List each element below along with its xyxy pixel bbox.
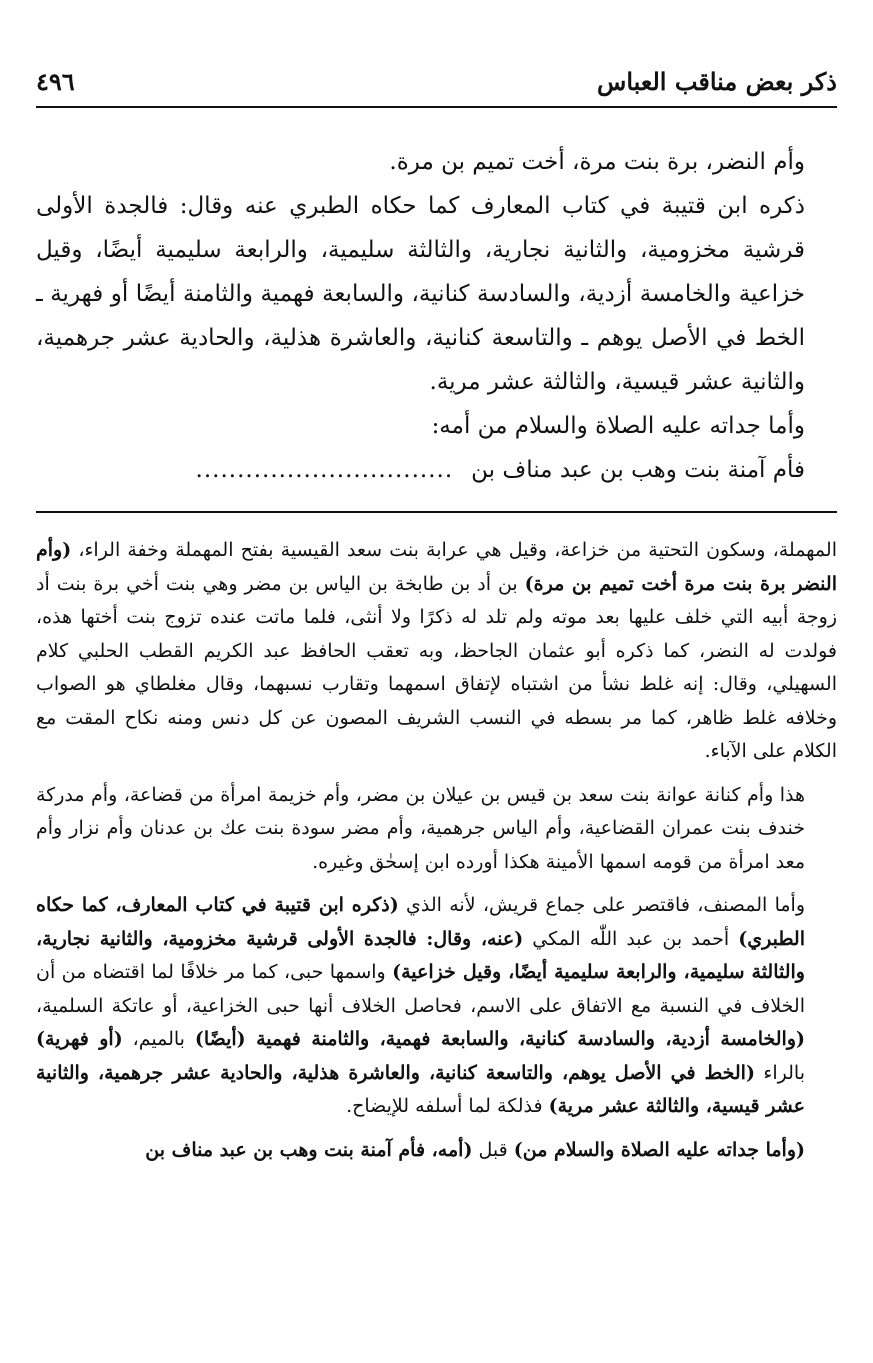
commentary-text — [36, 534, 837, 1177]
main-paragraph-4 — [36, 448, 837, 492]
text-run: أحمد بن عبد اللّٰه المكي — [523, 927, 739, 950]
main-text — [36, 140, 837, 492]
text-run: بالميم، — [122, 1028, 195, 1050]
bold-quoted-text: (الخط في الأصل يوهم، والتاسعة كنانية، والعاشرة هذلية، والحادية عشر جرهمية، والثانية عشر قيسية، والثالثة عشر مرية) — [36, 1061, 805, 1117]
text-run: بن أد بن طابخة بن الياس بن مضر وهي بنت أخي برة بنت أد زوجة أبيه التي خلف عليها بعد موته ولم تلد له ذكرًا ولا أنثى، فلما ماتت عنده تزوج بنت أختها هذه، فولدت له النضر، كما ذكره أبو عثمان الجاحظ، وبه تعقب الحافظ عبد الكريم القطب الحلبي كلام السهيلي، وقال: إنه غلط نشأ من اشتباه لإتفاق اسمهما وتقارب نسبهما، وقال مغلطاي هو الصواب وخلافه غلط ظاهر، كما مر بسطه في النسب الشريف المصون عن كل دنس ومنه نكاح المقت مع الكلام على الآباء. — [36, 572, 837, 762]
bold-quoted-text: (أو فهرية) — [36, 1028, 123, 1050]
header-rule — [36, 106, 837, 108]
bold-quoted-text: (وأم النضر برة بنت مرة أخت تميم بن مرة) — [36, 539, 837, 595]
commentary-paragraph-4 — [36, 1134, 837, 1168]
text-run: بالراء — [754, 1061, 805, 1084]
text-run: المهملة، وسكون التحتية من خزاعة، وقيل هي عرابة بنت سعد القيسية بفتح المهملة وخفة الراء، — [71, 539, 837, 561]
bold-quoted-text: (ذكره ابن قتيبة في كتاب المعارف، كما حكاه الطبري) — [36, 894, 805, 950]
text-run: وأما المصنف، فاقتصر على جماع قريش، لأنه الذي — [398, 894, 805, 916]
commentary-paragraph-1 — [36, 534, 837, 769]
running-title: ذكر بعض مناقب العباس — [597, 66, 837, 96]
main-paragraph-2: ذكره ابن قتيبة في كتاب المعارف كما حكاه الطبري عنه وقال: فالجدة الأولى قرشية مخزومية، والثانية نجارية، والثالثة سليمية، والرابعة سليمية أيضًا، وقيل خزاعية والخامسة أزدية، والسادسة كنانية، والسابعة فهمية والثامنة أيضًا أو فهرية ـ الخط في الأصل يوهم ـ والتاسعة كنانية، والعاشرة هذلية، والحادية عشر جرهمية، والثانية عشر قيسية، والثالثة عشر مرية. — [36, 193, 805, 395]
page-number: ٤٩٦ — [36, 66, 75, 96]
main-paragraph-3: وأما جداته عليه الصلاة والسلام من أمه: — [431, 413, 805, 439]
commentary-divider — [36, 511, 837, 513]
main-paragraph-4-text: فأم آمنة بنت وهب بن عبد مناف بن — [471, 457, 805, 483]
text-run: قبل — [472, 1138, 514, 1161]
bold-quoted-text: (عنه، وقال: فالجدة الأولى قرشية مخزومية، والثانية نجارية، والثالثة سليمية، والرابعة سليمية أيضًا، وقيل خزاعية) — [36, 927, 805, 983]
bold-quoted-text: (أمه، فأم آمنة بنت وهب بن عبد مناف بن — [145, 1138, 473, 1161]
bold-quoted-text: (وأما جداته عليه الصلاة والسلام من) — [513, 1138, 805, 1161]
continuation-dots: ............................... — [195, 457, 454, 483]
page-header — [36, 58, 837, 104]
bold-quoted-text: (والخامسة أزدية، والسادسة كنانية، والسابعة فهمية، والثامنة فهمية (أيضًا) — [194, 1028, 805, 1050]
text-run: فذلكة لما أسلفه للإيضاح. — [346, 1095, 549, 1117]
text-run: واسمها حبى، كما مر خلافًا لما اقتضاه من أن الخلاف في النسبة مع الاتفاق على الاسم، فحاصل الخلاف أنها حبى الخزاعية، أو عاتكة السلمية، — [36, 961, 805, 1017]
commentary-paragraph-3 — [36, 889, 837, 1124]
commentary-paragraph-2: هذا وأم كنانة عوانة بنت سعد بن قيس بن عيلان بن مضر، وأم خزيمة امرأة من قضاعة، وأم مدركة خندف بنت عمران القضاعية، وأم الياس جرهمية، وأم مضر سودة بنت عك بن عدنان وأم نزار وأم معد امرأة من قومه اسمها الأمينة هكذا أورده ابن إسحٰق وغيره. — [36, 783, 805, 873]
main-paragraph-1: وأم النضر، برة بنت مرة، أخت تميم بن مرة. — [389, 149, 805, 175]
